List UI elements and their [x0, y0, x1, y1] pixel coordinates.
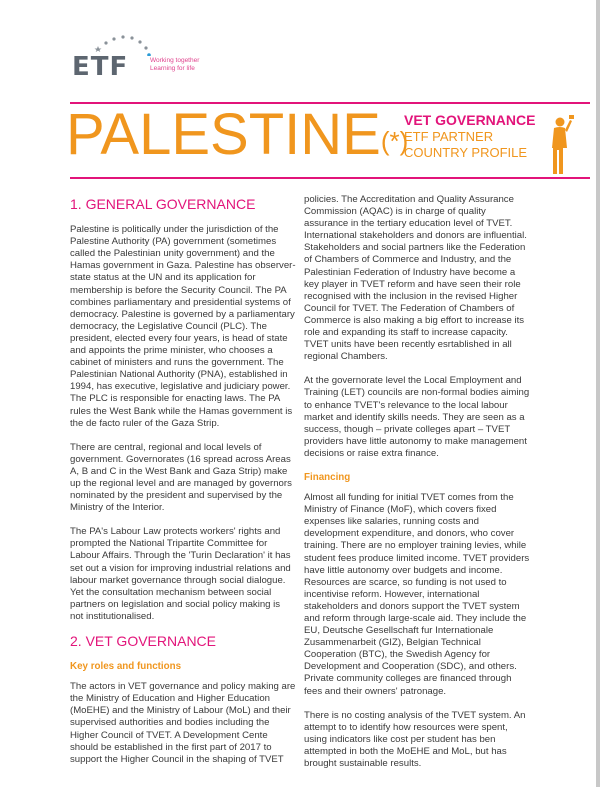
paragraph: At the governorate level the Local Employment and Training (LET) councils are non-formal bodies aiming to enhance TVET's relevance to the local labour market and identify skills needs. They are seen as a success, though – private colleges apart – TVET providers have little autonomy to make management decisions or raise extra finance.: [304, 375, 530, 459]
subheading-key-roles: Key roles and functions: [70, 661, 182, 673]
logo-tagline: Working together Learning for life: [150, 57, 200, 72]
paragraph: The actors in VET governance and policy making are the Ministry of Education and Higher Education (MoEHE) and the Ministry of Labour (MoL) and their supervised authorities and bodies including the Higher Council of TVET. A Development Cente should be established in the first part of 2017 to support the Higher Council in the shaping of TVET: [70, 681, 296, 765]
paragraph: There is no costing analysis of the TVET system. An attempt to to identify how resources were spent, using indicators like cost per student has ben attempted in both the MoEHE and MoL, but has brought sustainable results.: [304, 709, 526, 770]
subtitle-line-2: COUNTRY PROFILE: [404, 145, 528, 160]
paragraph: The PA's Labour Law protects workers' rights and prompted the National Tripartite Committee for Labour Affairs. Through the 'Turin Declaration' it has set out a vision for improving industrial relations and labour market governance through social dialogue. Yet the consultation mechanism between social partners on legislation and social policy making is not institutionalised.: [70, 526, 291, 622]
section-heading-vet-governance: 2. VET GOVERNANCE: [70, 633, 217, 649]
paragraph: There are central, regional and local levels of government. Governorates (16 spread across Areas A, B and C in the West Bank and Gaza Strip) make up the regional level and are managed by governors nominated by the president and supervised by the Ministry of the Interior.: [70, 441, 292, 514]
subheading-financing: Financing: [304, 471, 351, 483]
logo-wordmark: ETF: [72, 52, 129, 82]
subtitle-block: [404, 112, 535, 161]
section-heading-general-governance: 1. GENERAL GOVERNANCE: [70, 196, 256, 212]
subtitle-line-1: ETF PARTNER: [404, 129, 494, 144]
page-title: PALESTINE(*): [66, 102, 409, 167]
left-column: [70, 198, 296, 778]
subtitle-main: VET GOVERNANCE: [404, 112, 536, 128]
paragraph: Almost all funding for initial TVET comes from the Ministry of Finance (MoF), which covers fixed expenses like salaries, running costs and development expenditure, and donors, who cover training. There are no employer training levies, while student fees produce limited income. TVET providers have little autonomy over budgets and income. Resources are scarce, so funding is not used to incentivise reform. However, international stakeholders and donors support the TVET system and reform through large-scale aid. They include the EU, Deutsche Gesellschaft fur Internationale Zusammenarbeit (GIZ), Belgian Technical Cooperation (BTC), the Swedish Agency for Development and Cooperation (SDC), and others. Private community colleges are financed through fees and their owners' patronage.: [304, 492, 530, 697]
paragraph: policies. The Accreditation and Quality Assurance Commission (AQAC) is in charge of quality assurance in the tertiary education level of TVET. International stakeholders and donors are influential. Stakeholders and social partners like the Federation of Chambers of Commerce and Industry, and the Palestinian Federation of Industry have become a key player in TVET reform and have seen their role recognised with the inclusion in the revised Higher Council for TVET. The Federation of Chambers of Commerce is also making a big effort to increase its role and expanding its staff to increase capacity. TVET units have been recently esrtablished in all regional Chambers.: [304, 194, 527, 363]
person-with-flag-icon: [548, 114, 574, 176]
right-column: [304, 194, 530, 782]
paragraph: Palestine is politically under the jurisdiction of the Palestine Authority (PA) government (sometimes called the Palestinian unity government) and the Hamas government in Gaza. Palestine has observer-state status at the UN and its application for membership is before the Security Council. The PA combines parliamentary and presidential systems of democracy. Palestine is governed by a parliamentary democracy, the Legislative Council (PLC). The president, elected every four years, is head of state and appoints the prime minister, who chooses a cabinet of ministers and runs the government. The Palestinian National Authority (PNA), established in 1994, has executive, legislative and judiciary power. The PLC is responsible for enacting laws. The PA rules the West Bank while the Hamas government is the de facto ruler of the Gaza Strip.: [70, 224, 296, 429]
header-bottom-rule: [70, 177, 590, 179]
title-footnote-mark: (*): [380, 126, 409, 156]
